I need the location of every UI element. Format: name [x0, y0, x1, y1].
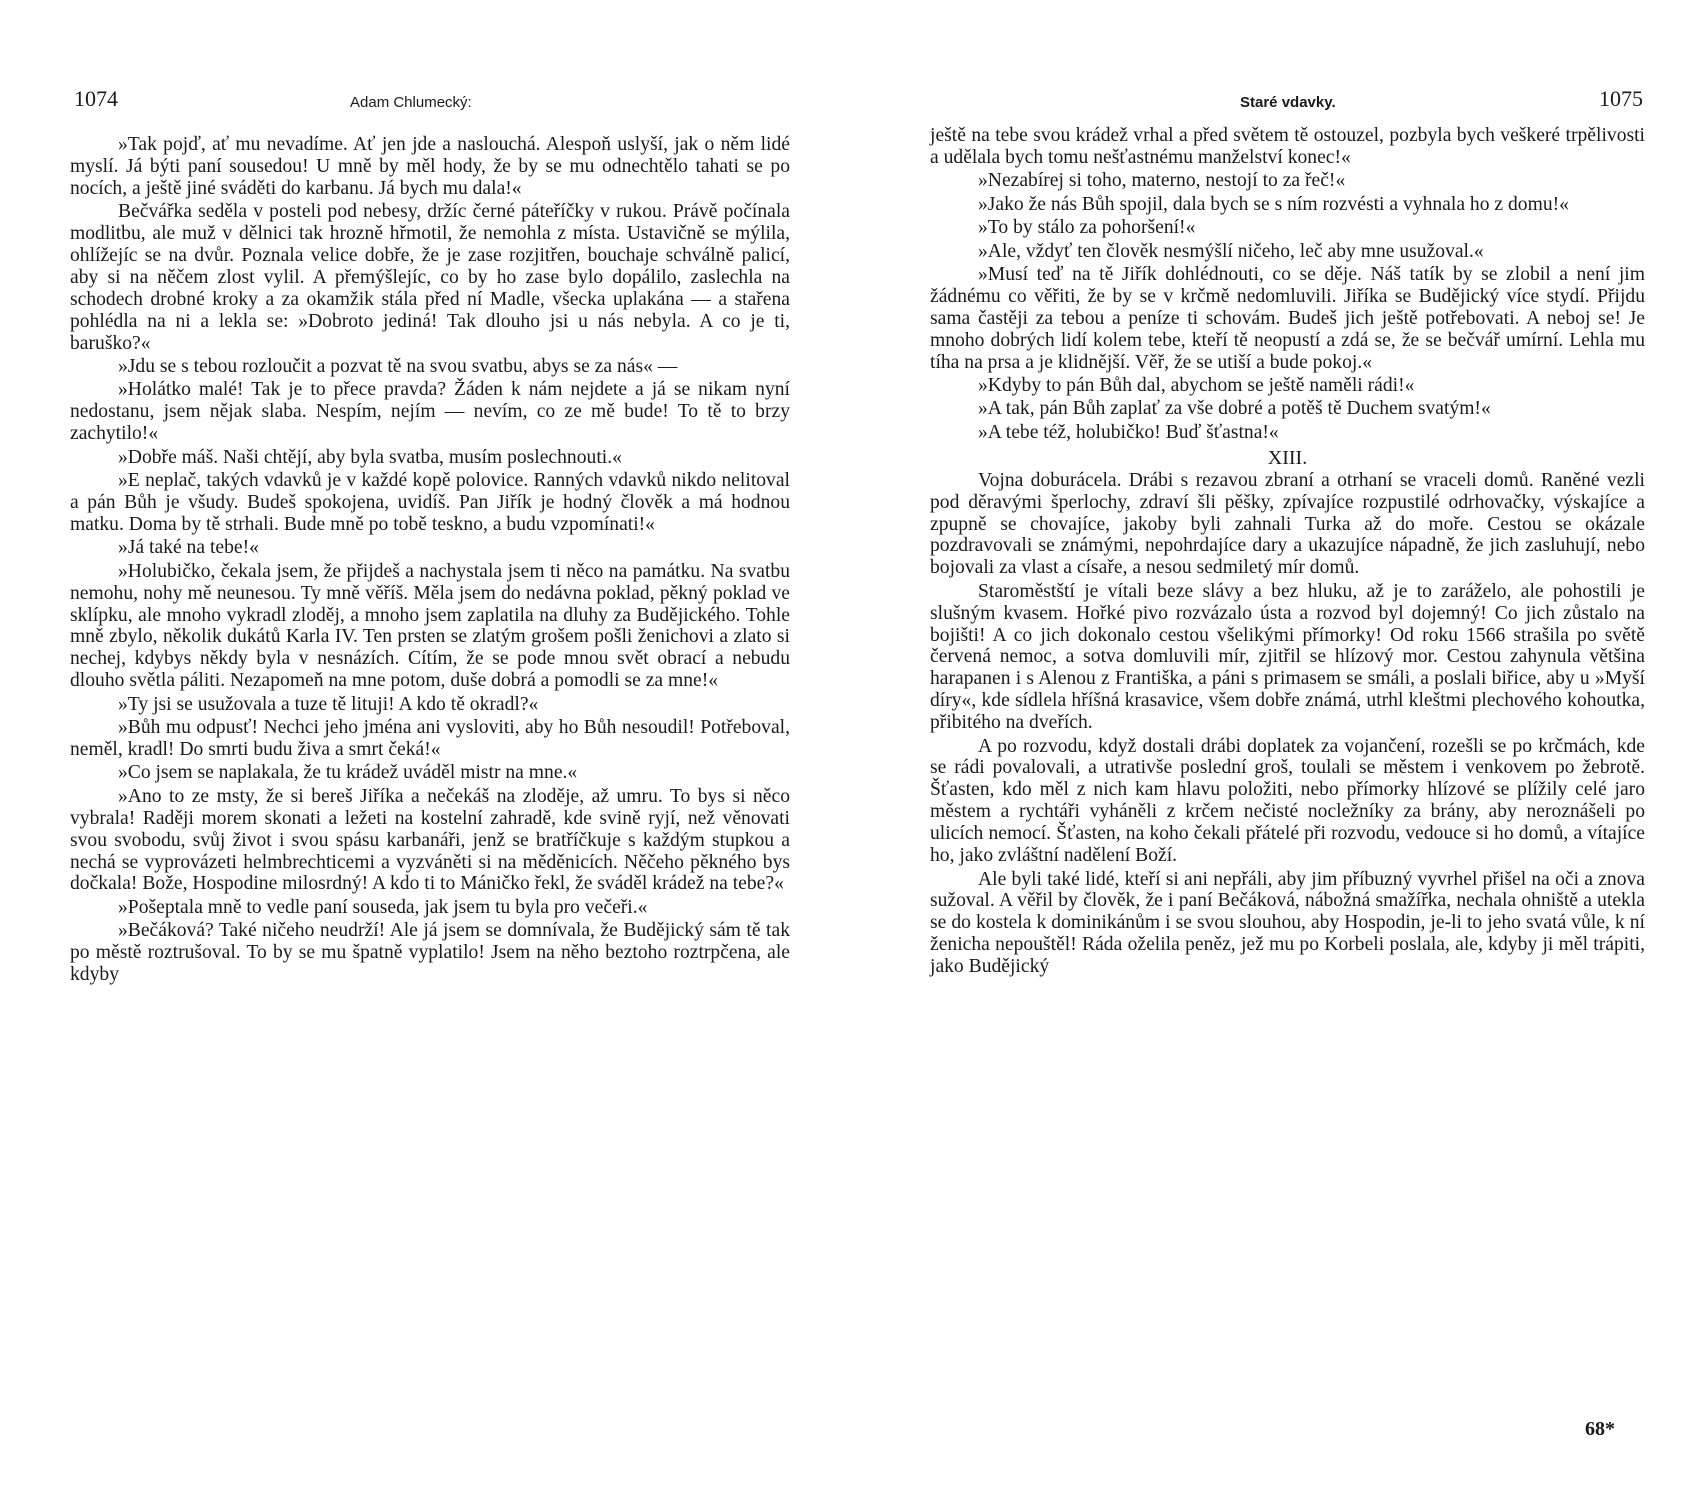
right-paragraph: Ale byli také lidé, kteří si ani nepřáli, aby jim příbuzný vyvrhel přišel na oči a znova sužoval. A věřil by člověk, že i paní Bečáková, nábožná smažířka, nechala ohniště a utekla se do kostela k dominikánům i se svou slouhou, aby Hospodin, je-li to jeho svatá vůle, k ní ženicha nepouštěl! Ráda oželila peněz, jež mu po Korbeli poslala, ale, kdyby ji měl trápiti, jako Budějický	[930, 868, 1645, 978]
left-paragraph: »Já také na tebe!«	[118, 537, 259, 559]
right-text-body	[930, 125, 1645, 978]
left-paragraph: Bečvářka seděla v posteli pod nebesy, držíc černé páteříčky v rukou. Právě počínala modlitbu, ale muž v dělnici tak hrozně hřmotil, že nemohla z místa. Ustavičně se mýlila, ohlížejíc se na dvůr. Poznala velice dobře, že je zase rozjitřen, bouchaje schválně palicí, aby si na něčem zlost vylil. A přemýšlejíc, co by ho zase bylo dopálilo, zaslechla na schodech drobné kroky a za okamžik stála před ní Madle, všecka uplakána — a stařena pohlédla na ni a lekla se: »Dobroto jediná! Tak dlouho jsi u nás nebyla. A co je ti, baruško?«	[70, 201, 790, 354]
left-running-head	[70, 82, 790, 122]
left-page	[70, 0, 790, 1500]
right-page-number: 1075	[1599, 86, 1643, 111]
right-paragraph: »Nezabírej si toho, materno, nestojí to za řeč!«	[978, 170, 1346, 192]
left-paragraph: »Ty jsi se usužovala a tuze tě lituji! A kdo tě okradl?«	[118, 693, 539, 715]
left-paragraph: »Co jsem se naplakala, že tu krádež uváděl mistr na mne.«	[118, 762, 578, 784]
right-paragraph: »A tak, pán Bůh zaplať za vše dobré a potěš tě Duchem svatým!«	[978, 398, 1491, 420]
left-paragraph: »Ano to ze msty, že si bereš Jiříka a nečekáš na zloděje, až umru. To bys si něco vybrala! Raději morem skonati a ležeti na kostelní zahradě, kde svině ryjí, než věnovati svou svobodu, svůj život i svou spásu karbanáři, jenž se bratříčkuje s každým stupkou a nechá se vyprovázeti helmbrechticemi a vyzváněti si na měděnicích. Něčeho pěkného bys dočkala! Bože, Hospodine milosrdný! A kdo ti to Máničko řekl, že sváděl krádež na tebe?«	[70, 785, 790, 895]
left-paragraph: »Dobře máš. Naši chtějí, aby byla svatba, musím poslechnouti.«	[118, 446, 622, 468]
left-page-number: 1074	[74, 86, 118, 111]
chapter-heading: XIII.	[1267, 446, 1308, 469]
left-paragraph: »Tak pojď, ať mu nevadíme. Ať jen jde a naslouchá. Alespoň uslyší, jak o něm lidé myslí. Já býti paní sousedou! U mně by měl hody, že by se mu odnechtělo tahati se po nocích, a ještě jiné sváděti do karbanu. Já bych mu dala!«	[70, 134, 790, 199]
left-text-body	[70, 134, 790, 986]
right-running-head	[930, 82, 1645, 122]
left-paragraph: »Pošeptala mně to vedle paní souseda, jak jsem tu byla pro večeři.«	[118, 896, 648, 918]
right-paragraph: Vojna doburácela. Drábi s rezavou zbraní a otrhaní se vraceli domů. Raněné vezli pod děravými šperlochy, zdraví šli pěšky, zpívajíce rozpustilé odrhovačky, výskajíce a zpupně se chovajíce, jakoby byli zahnali Turka až do moře. Cestou se okázale pozdravovali se známými, nepohrdajíce dary a ukazujíce nápadně, že jich zasluhují, nebo bojovali za vlast a císaře, a nesou sedmiletý mír domů.	[930, 469, 1645, 579]
right-page	[930, 0, 1645, 1500]
left-running-title: Adam Chlumecký:	[350, 94, 472, 111]
left-paragraph: »Bůh mu odpusť! Nechci jeho jména ani vysloviti, aby ho Bůh nesoudil! Potřeboval, neměl, kradl! Do smrti budu živa a smrt čeká!«	[70, 717, 790, 760]
right-paragraph: »Ale, vždyť ten člověk nesmýšlí ničeho, leč aby mne usužoval.«	[978, 240, 1484, 262]
right-paragraph: »Kdyby to pán Bůh dal, abychom se ještě naměli rádi!«	[978, 374, 1415, 396]
right-paragraph: »Musí teď na tě Jiřík dohlédnouti, co se děje. Náš tatík by se zlobil a není jim žádnému co věřiti, že by se v krčmě nedomluvili. Jiříka se Budějický více stydí. Přijdu sama častěji za tebou a peníze ti schovám. Budeš jich ještě potřebovati. A neboj se! Je mnoho dobrých lidí kolem tebe, kteří tě neopustí a zdá se, že se bečvář umírní. Lehla mu tíha na prsa a je klidnější. Věř, že se utiší a bude pokoj.«	[930, 263, 1645, 373]
signature-mark: 68*	[1585, 1418, 1615, 1440]
left-paragraph: »Holátko malé! Tak je to přece pravda? Žáden k nám nejdete a já se nikam nyní nedostanu, jsem nějak slaba. Nespím, nejím — nevím, co ze mě bude! To tě to brzy zachytilo!«	[70, 379, 790, 445]
left-paragraph: »Jdu se s tebou rozloučit a pozvat tě na svou svatbu, abys se za nás« —	[118, 356, 678, 378]
right-paragraph: A po rozvodu, když dostali drábi doplatek za vojančení, rozešli se po krčmách, kde se rádi povalovali, a utrativše poslední groš, toulali se městem i venkovem po žebrotě. Šťasten, kdo měl z nich kam hlavu položiti, nebo přímorky hlízové se plížily celé jaro městem a rychtáři vyháněli z krčem nečisté nocležníky za brány, aby neroznášeli po ulicích nemocí. Šťasten, na koho čekali přátelé při rozvodu, vedouce si ho domů, a vítajíce ho, jako zvláštní nadělení Boží.	[930, 735, 1645, 867]
left-paragraph: »Holubičko, čekala jsem, že přijdeš a nachystala jsem ti něco na památku. Na svatbu nemohu, nohy mě neunesou. Ty mně věříš. Měla jsem do nedávna poklad, pěkný poklad ve sklípku, ale mnoho vykradl zloděj, a mnoho jsem zaplatila na dluhy za Budějického. Tohle mně zbylo, několik dukátů Karla IV. Ten prsten se zlatým grošem pošli ženichovi a zlato si nechej, kdybys někdy byla v nesnázích. Cítím, že se pode mnou svět obrací a nebudu dlouho světla páliti. Nezapomeň na mne potom, duše dobrá a pomodli se za mne!«	[70, 560, 790, 692]
right-paragraph: »To by stálo za pohoršení!«	[978, 217, 1196, 239]
right-paragraph: »A tebe též, holubičko! Buď šťastna!«	[978, 421, 1279, 443]
right-paragraph: »Jako že nás Bůh spojil, dala bych se s ním rozvésti a vyhnala ho z domu!«	[978, 193, 1569, 215]
left-paragraph: »E neplač, takých vdavků je v každé kopě polovice. Ranných vdavků nikdo nelitoval a pán Bůh je všudy. Budeš spokojena, uvidíš. Pan Jiřík je hodný člověk a má hodnou matku. Doma by tě strhali. Bude mně po tobě teskno, a budu vzpomínati!«	[70, 470, 790, 535]
right-running-title: Staré vdavky.	[1240, 94, 1336, 111]
right-paragraph: ještě na tebe svou krádež vrhal a před světem tě ostouzel, pozbyla bych veškeré trpělivosti a udělala bych tomu nešťastnému manželství konec!«	[930, 125, 1645, 168]
right-paragraph: Staroměstští je vítali beze slávy a bez hluku, až je to zaráželo, ale pohostili je slušným kvasem. Hořké pivo rozvázalo ústa a rozvod byl dojemný! Co jich zůstalo na bojišti! A co jich dokonalo cestou všelikými přímorky! Od roku 1566 strašila po světě červená nemoc, a sotva domluvili mír, zjitřil se hlízový mor. Cestou zahynula většina harapanen i s Alenou z Františka, a páni s primasem se smáli, a poslali biřice, aby u »Myší díry«, kde sídlela hříšná krasavice, všem dobře známá, utrhl kleštmi plechového kohoutka, přibitého na dveřích.	[930, 580, 1645, 734]
left-paragraph: »Bečáková? Také ničeho neudrží! Ale já jsem se domnívala, že Budějický sám tě tak po městě roztrušoval. To by se mu špatně vyplatilo! Jsem na něho beztoho roztrpčena, ale kdyby	[70, 920, 790, 986]
